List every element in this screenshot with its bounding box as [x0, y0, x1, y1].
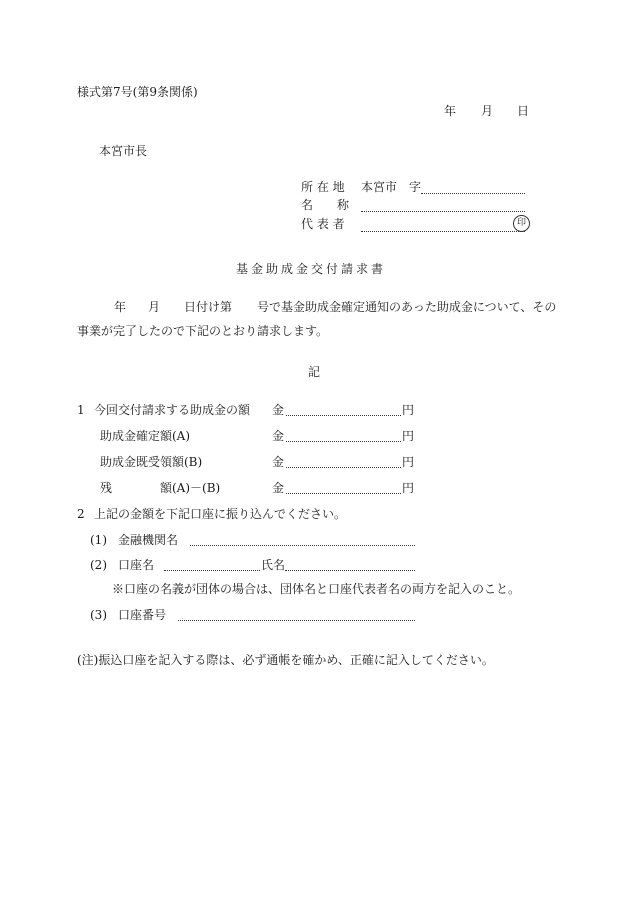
- body-month: 月: [148, 300, 161, 314]
- yen-label: 円: [402, 481, 415, 495]
- seal-mark: 印: [513, 215, 530, 232]
- account-note: ※口座の名義が団体の場合は、団体名と口座代表者名の両方を記入のこと。: [112, 582, 521, 596]
- address-label: 所 在 地: [301, 180, 345, 194]
- ki-heading: 記: [308, 365, 321, 379]
- name-field[interactable]: [361, 211, 525, 212]
- address-field[interactable]: [421, 193, 525, 194]
- holder-name-label: 氏名: [261, 558, 286, 572]
- received-amount-field[interactable]: [286, 467, 401, 468]
- kin-label: 金: [272, 455, 285, 469]
- kin-label: 金: [272, 403, 285, 417]
- body-line2: 事業が完了したので下記のとおり請求します。: [77, 324, 329, 338]
- confirmed-amount-field[interactable]: [286, 441, 401, 442]
- received-amount-label: 助成金既受領額(B): [100, 455, 203, 469]
- item-2-number: (2): [90, 558, 107, 572]
- name-label: 名 称: [301, 198, 350, 212]
- address-prefix: 本宮市 字: [361, 180, 422, 194]
- yen-label: 円: [402, 403, 415, 417]
- date-day-label: 日: [517, 104, 530, 118]
- section-2-text: 上記の金額を下記口座に振り込んでください。: [94, 507, 347, 521]
- amount-request-label: 今回交付請求する助成金の額: [94, 403, 251, 417]
- representative-label: 代 表 者: [301, 217, 345, 231]
- form-number-label: 様式第7号(第9条関係): [77, 85, 198, 99]
- addressee: 本宮市長: [99, 144, 148, 158]
- balance-label-a: 残: [100, 481, 113, 495]
- yen-label: 円: [402, 455, 415, 469]
- date-year-label: 年: [444, 104, 457, 118]
- bank-name-label: 金融機関名: [118, 533, 179, 547]
- balance-label-b: 額(A)－(B): [160, 481, 221, 495]
- account-number-field[interactable]: [178, 620, 415, 621]
- representative-field[interactable]: [361, 231, 525, 232]
- bank-name-field[interactable]: [190, 545, 415, 546]
- section-2-number: 2: [77, 507, 85, 521]
- kin-label: 金: [272, 429, 285, 443]
- balance-amount-field[interactable]: [286, 493, 401, 494]
- body-date-number: 日付け第: [184, 300, 233, 314]
- account-name-field[interactable]: [164, 570, 260, 571]
- holder-name-field[interactable]: [285, 570, 415, 571]
- amount-request-field[interactable]: [286, 415, 401, 416]
- body-line1-rest: 号で基金助成金確定通知のあった助成金について、その: [257, 300, 557, 314]
- confirmed-amount-label: 助成金確定額(A): [100, 429, 191, 443]
- account-number-label: 口座番号: [118, 608, 167, 622]
- body-year: 年: [114, 300, 127, 314]
- date-month-label: 月: [481, 104, 494, 118]
- document-title: 基金助成金交付請求書: [236, 262, 387, 276]
- item-1-number: (1): [90, 533, 107, 547]
- section-1-number: 1: [77, 403, 85, 417]
- item-3-number: (3): [90, 608, 107, 622]
- account-name-label: 口座名: [118, 558, 155, 572]
- kin-label: 金: [272, 481, 285, 495]
- footnote: (注)振込口座を記入する際は、必ず通帳を確かめ、正確に記入してください。: [77, 653, 494, 667]
- yen-label: 円: [402, 429, 415, 443]
